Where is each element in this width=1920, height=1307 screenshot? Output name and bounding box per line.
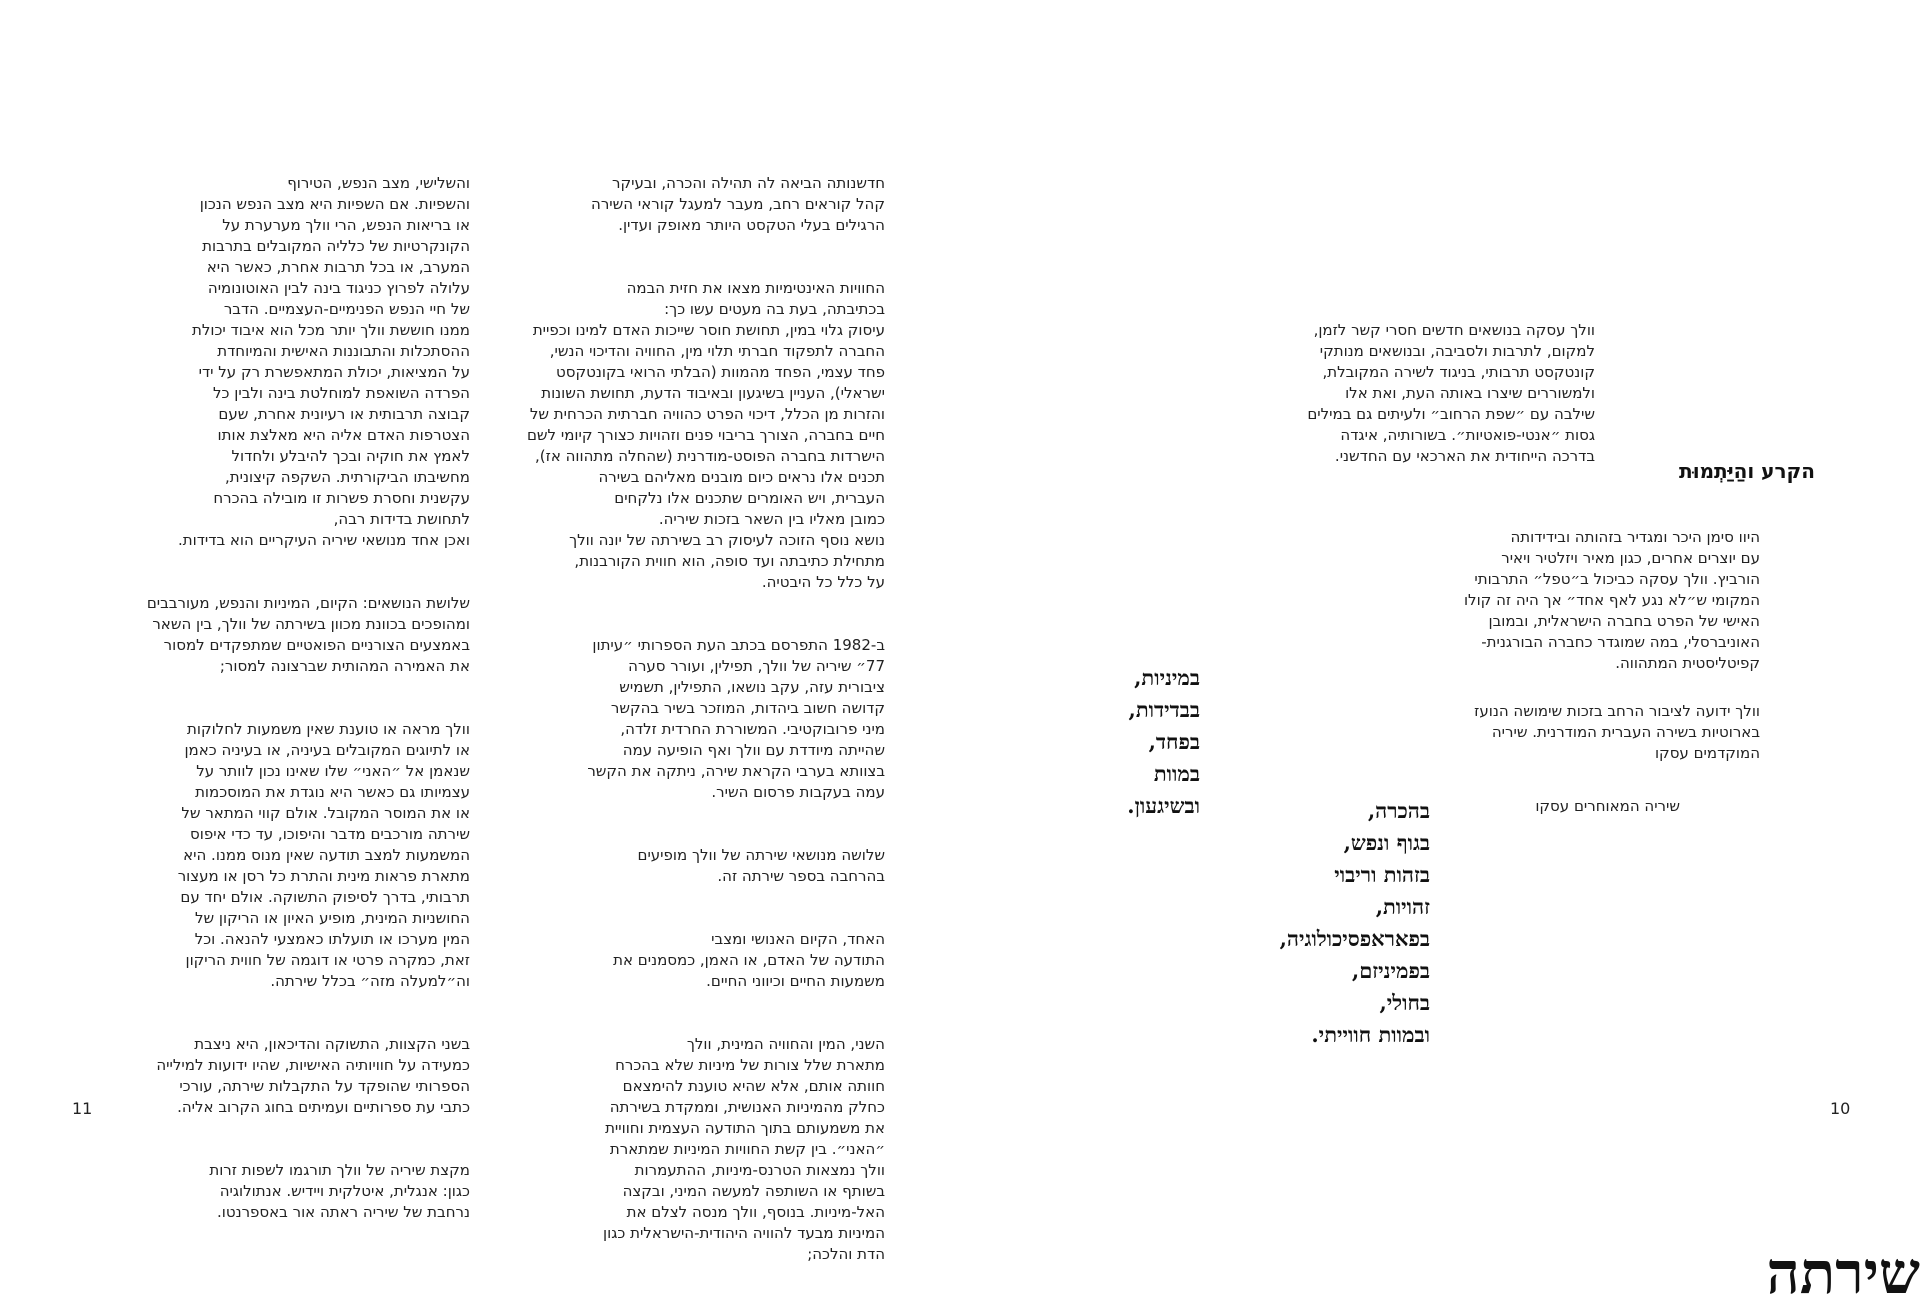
paragraph: האחד, הקיום האנושי ומצבי התודעה של האדם, או האמן, כמסמנים את משמעות החיים וכיווני החיים. (613, 930, 885, 990)
paragraph: שלושה מנושאי שירתה של וולך מופיעים בהרחבה בספר שירתה זה. (637, 846, 885, 885)
page-number-left: 11 (72, 1099, 93, 1118)
paragraph: השני, המין והחוויה המינית, וולך מתארת שלל צורות של מיניות שלא בהכרח חוותה אותם, אלא שהיא טוענת להימצאם כחלק מהמיניות האנושית, וממקדת בשירתה את משמעותם בתוך התודעה העצמית וחוויית ״האני״. בין קשת החוויות המיניות שמתארת וולך נמצאות הטרנס-מיניות, ההתעמרות בשותף או השותפה למעשה המיני, ובקצה האל-מיניות. בנוסף, וולך מנסה לצלם את המיניות מבעד להוויה היהודית-הישראלית כגון הדת והלכה; (603, 1035, 885, 1263)
left-page-outer-column (60, 152, 470, 1244)
paragraph: היוו סימן היכר ומגדיר בזהותה ובידידותה עם יוצרים אחרים, כגון מאיר ויזלטיר ויאיר הורביץ. וולך עסקה כביכול ב״טפל״ התרבותי המקומי ש״לא נגע לאף אחד״ אך היה זה קולו האישי של הפרט בחברה הישראלית, ובמובן האוניברסלי, במה שמוגדר כחברה הבורגנית- קפיטליסטית המתהווה. (1463, 528, 1760, 672)
paragraph: והשלישי, מצב הנפש, הטירוף והשפיות. אם השפיות היא מצב הנפש הנכון או בריאות הנפש, הרי וולך מערערת על הקונקרטיות של כלליה המקובלים בתרבות המערב, או בכל תרבות אחרת, כאשר היא עלולה לפרוץ כניגוד בינה לבין האוטונומיה של חיי הנפש הפנימיים-העצמיים. הדבר ממנו חוששת וולך יותר מכל הוא איבוד יכולת ההסתכלות והתבוננות האישית והמיוחדת על המציאות, יכולת המתאפשרת רק על ידי הפרדה השואפת למוחלטת בינה ולבין כל קבוצה תרבותית או רעיונית אחרת, שעם הצטרפות האדם אליה היא מאלצת אותו לאמץ את חוקיה ובכך להיבלע ולחדול מחשיבתו הביקורתית. השקפה קיצונית, עקשנית וחסרת פשרות זו מובילה בהכרח לתחושת בדידות רבה, ואכן אחד מנושאי שיריה העיקריים הוא בדידות. (178, 174, 470, 549)
callout-early-themes: במיניות, בבדידות, בפחד, במוות ובשיגעון. (1127, 665, 1200, 818)
page-number-right: 10 (1830, 1099, 1851, 1118)
left-page-inner-column (495, 152, 885, 1286)
right-page-top-paragraph: וולך עסקה בנושאים חדשים חסרי קשר לזמן, למקום, לתרבות ולסביבה, ובנושאים מנותקי קונטקסט תרבותי, בניגוד לשירה המקובלת, ולמשוררים שיצרו באותה העת, ואת אלו שילבה עם ״שפת הרחוב״ ולעיתים גם במילים גסות ״אנטי-פואטיות״. בשורותיה, איגדה בדרכה הייחודית את הארכאי עם החדשני. (1307, 321, 1595, 465)
page-title: שירתה (1766, 1239, 1920, 1307)
later-poems-fragment: שיריה המאוחרים עסקו (1535, 797, 1680, 815)
paragraph: וולך מראה או טוענת שאין משמעות לחלוקות או לתיוגים המקובלים בעיניה, או בעיניה כאמן שנאמן אל ״האני״ שלו שאינו נכון לוותר על עצמיותו גם כאשר היא נוגדת את המוסכמות או את המוסר המקובל. אולם קווי המתאר של שירתה מורכבים מדבר והיפוכו, עד כדי איפוס המשמעות למצב תודעה שאין מנוס ממנו. היא מתארת פראות מינית והתרת כל רסן או מעצור תרבותי, בדרך לסיפוק התשוקה. אולם יחד עם החושניות המינית, מופיע האיון או הריקון של המין מערכו או תועלתו כאמצעי להנאה. וכל זאת, כמקרה פרטי או דוגמה של חווית הריקון וה״למעלה מזה״ בכלל שירתה. (177, 720, 470, 990)
paragraph: בשני הקצוות, התשוקה והדיכאון, היא ניצבת כמעידה על חוויותיה האישיות, שהיו ידועות למילייה הספרותי שהופקד על התקבלות שירתה, עורכי כתבי עת ספרותיים ועמיתים בחוג הקרוב אליה. (156, 1035, 470, 1116)
callout-later-themes: בהכרה, בגוף ונפש, בזהות וריבוי זהויות, בפאראפסיכולוגיה, בפמיניזם, בחולי, ובמוות חווייתי. (1279, 798, 1430, 1047)
section-heading: הקרע והַיַּתְמוּת (1679, 459, 1815, 483)
paragraph: ב-1982 התפרסם בכתב העת הספרותי ״עיתון 77״ שיריה של וולך, תפילין, ועורר סערה ציבורית עזה, עקב נושאו, התפילין, תשמיש קדושה חשוב ביהדות, המוזכר בשיר בהקשר מיני פרובוקטיבי. המשוררת החרדית זלדה, שהייתה מיודדת עם וולך ואף הופיעה עמה בצוותא בערבי הקראת שירה, ניתקה את הקשר עמה בעקבות פרסום השיר. (587, 636, 885, 801)
paragraph: מקצת שיריה של וולך תורגמו לשפות זרות כגון: אנגלית, איטלקית ויידיש. אנתולוגיה נרחבת של שיריה ראתה אור באספרנטו. (209, 1161, 470, 1221)
paragraph: וולך ידועה לציבור הרחב בזכות שימושה הנועז בארוטיות בשירה העברית המודרנית. שיריה המוקדמים עסקו (1474, 702, 1760, 762)
paragraph: החוויות האינטימיות מצאו את חזית הבמה בכתיבתה, בעת בה מעטים עשו כך: עיסוק גלוי במין, תחושת חוסר שייכות האדם למינו וכפיית החברה לתפקוד חברתי תלוי מין, החוויה והדיכוי הנשי, פחד עצמי, הפחד מהמוות (הבלתי הרואי בקונטקסט ישראלי), העניין בשיגעון ובאיבוד הדעת, תחושת השונות והזרות מן הכלל, דיכוי הפרט כהוויה חברתית הכרחית של חיים בחברה, הצורך בריבוי פנים וזהויות כצורך קיומי לשם הישרדות בחברה הפוסט-מודרנית (שהחלה מתהווה אז), תכנים אלו נראים כיום מובנים מאליהם בשירה העברית, ויש האומרים שתכנים אלו נלקחים כמובן מאליו בין השאר בזכות שיריה. נושא נוסף הזוכה לעיסוק רב בשירתה של יונה וולך מתחילת כתיבתה ועד סופה, הוא חווית הקורבנות, על כלל כל היבטיה. (526, 279, 885, 591)
paragraph: חדשנותה הביאה לה תהילה והכרה, ובעיקר קהל קוראים רחב, מעבר למעגל קוראי השירה הרגילים בעלי הטקסט היותר מאופק ועדין. (591, 174, 885, 234)
right-page-section-column (1250, 506, 1760, 785)
paragraph: שלושת הנושאים: הקיום, המיניות והנפש, מעורבבים ומהופכים בכוונת מכוון בשירתה של וולך, בין השאר באמצעים הצורניים הפואטיים שמתפקדים למסור את האמירה המהותית שברצונה למסור; (146, 594, 470, 675)
